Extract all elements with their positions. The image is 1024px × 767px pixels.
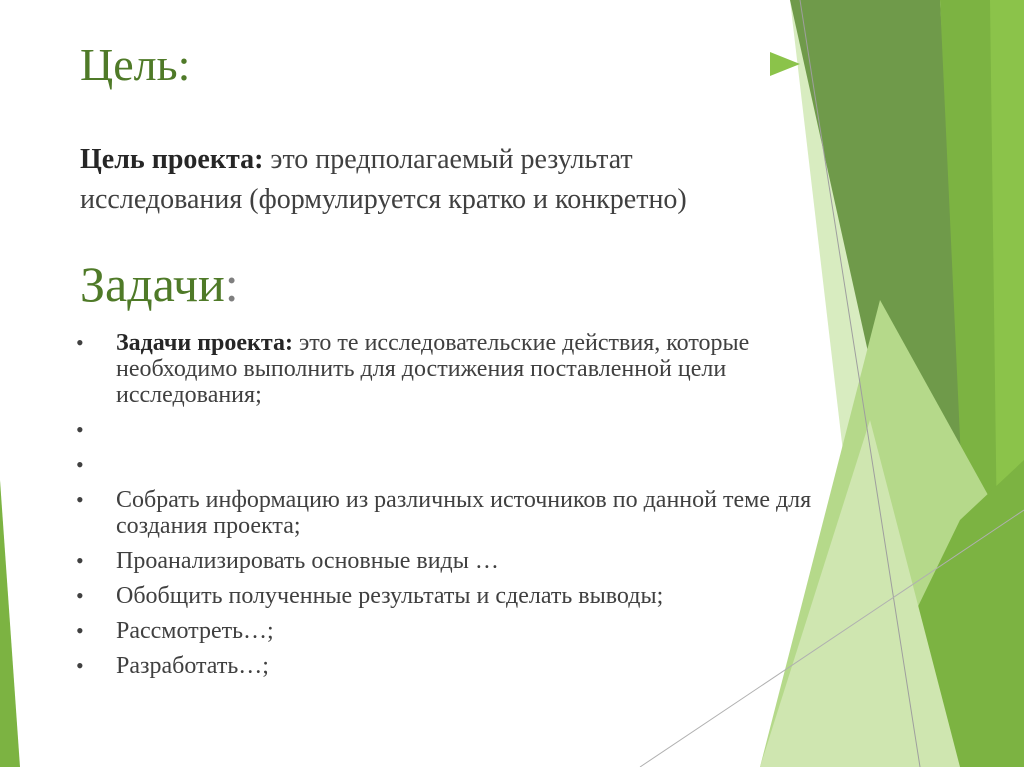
task-text: Обобщить полученные результаты и сделать выводы; xyxy=(116,583,664,609)
bullet: • xyxy=(76,452,84,477)
bullet: • xyxy=(76,417,84,442)
task-label: Задачи проекта: xyxy=(116,330,293,356)
goal-text: это предполагаемый результат исследования (формулируется кратко и конкретно) xyxy=(80,144,687,215)
list-item xyxy=(76,330,846,408)
bullet: • xyxy=(76,487,84,512)
left-green-sliver xyxy=(0,480,20,767)
task-text: Собрать информацию из различных источников по данной теме для создания проекта; xyxy=(116,487,812,539)
tasks-heading xyxy=(80,255,239,313)
goal-paragraph xyxy=(80,140,800,220)
list-item xyxy=(76,548,846,574)
bullet: • xyxy=(76,653,84,678)
task-text: Проанализировать основные виды … xyxy=(116,548,499,574)
bullet: • xyxy=(76,330,84,355)
left-arrow-pointer xyxy=(770,52,800,76)
list-item xyxy=(76,452,846,478)
task-text: Рассмотреть…; xyxy=(116,618,274,644)
list-item xyxy=(76,653,846,679)
task-text: Разработать…; xyxy=(116,653,269,679)
tasks-list xyxy=(76,330,846,688)
goal-label: Цель проекта: xyxy=(80,144,264,175)
bullet: • xyxy=(76,618,84,643)
slide-title: Цель: xyxy=(80,39,191,90)
list-item xyxy=(76,583,846,609)
list-item xyxy=(76,487,846,539)
bullet: • xyxy=(76,583,84,608)
task-text: это те исследовательские действия, которые необходимо выполнить для достижения поставленной цели исследования; xyxy=(116,330,750,408)
list-item xyxy=(76,417,846,443)
bullet: • xyxy=(76,548,84,573)
list-item xyxy=(76,618,846,644)
tasks-heading-colon: : xyxy=(224,256,239,312)
tasks-heading-text: Задачи xyxy=(80,256,225,312)
